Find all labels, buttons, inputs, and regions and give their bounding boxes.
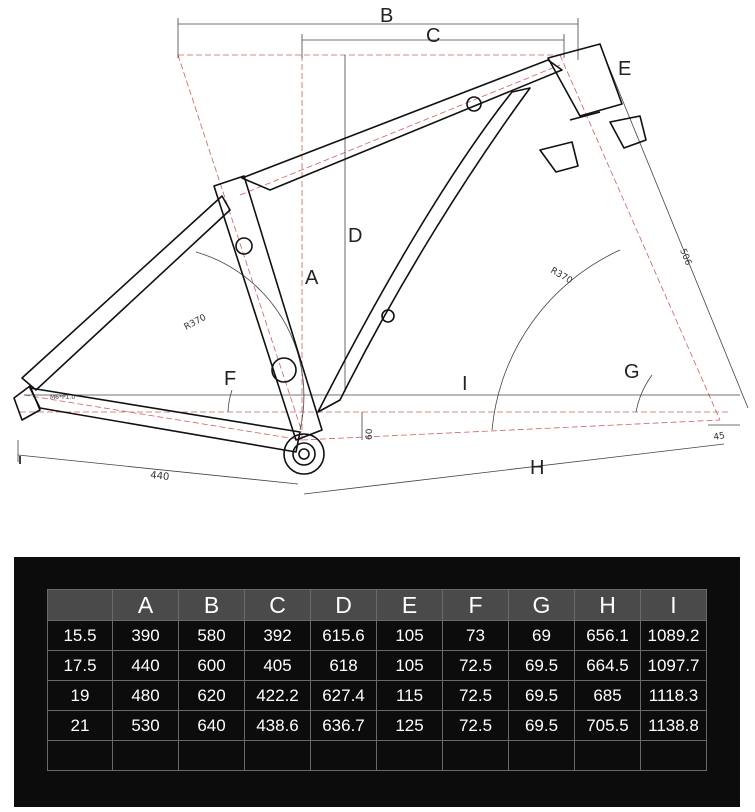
table-row (48, 651, 707, 681)
table-header-row (48, 590, 707, 621)
cell: 705.5 (575, 711, 641, 741)
cell: 620 (179, 681, 245, 711)
chainstay-length-label: 440 (149, 470, 170, 483)
cell (641, 741, 707, 771)
cell: 580 (179, 621, 245, 651)
cell: 72.5 (443, 711, 509, 741)
cell (377, 741, 443, 771)
cell-size: 19 (48, 681, 113, 711)
dim-label-i: I (462, 373, 468, 395)
cell (509, 741, 575, 771)
cell: 69.5 (509, 681, 575, 711)
cell: 640 (179, 711, 245, 741)
head-tube-length-label: 506 (677, 247, 693, 268)
header-d: D (311, 590, 377, 621)
cell: 1118.3 (641, 681, 707, 711)
header-c: C (245, 590, 311, 621)
cell: 72.5 (443, 651, 509, 681)
cell: 1097.7 (641, 651, 707, 681)
dim-label-a: A (305, 267, 319, 289)
cell: 1138.8 (641, 711, 707, 741)
cell (179, 741, 245, 771)
header-e: E (377, 590, 443, 621)
cell: 69 (509, 621, 575, 651)
header-g: G (509, 590, 575, 621)
cell: 636.7 (311, 711, 377, 741)
table-row-empty (48, 741, 707, 771)
cell: 656.1 (575, 621, 641, 651)
table-row (48, 681, 707, 711)
table-row (48, 621, 707, 651)
cell: 438.6 (245, 711, 311, 741)
header-h: H (575, 590, 641, 621)
cell: 422.2 (245, 681, 311, 711)
cell: 405 (245, 651, 311, 681)
cell: 685 (575, 681, 641, 711)
cell (443, 741, 509, 771)
cell (311, 741, 377, 771)
cell: 72.5 (443, 681, 509, 711)
header-f: F (443, 590, 509, 621)
cell: 664.5 (575, 651, 641, 681)
cell: 440 (113, 651, 179, 681)
dim-label-g: G (624, 361, 640, 383)
bb-drop-label: 60 (365, 428, 375, 440)
header-b: B (179, 590, 245, 621)
dim-label-f: F (224, 368, 237, 390)
size-chart-table (47, 589, 707, 771)
cell: 480 (113, 681, 179, 711)
dropout-note-label: M6*P1.0 (50, 394, 76, 401)
header-size (48, 590, 113, 621)
cell: 1089.2 (641, 621, 707, 651)
table-row (48, 711, 707, 741)
cell: 125 (377, 711, 443, 741)
cell: 627.4 (311, 681, 377, 711)
cell: 105 (377, 621, 443, 651)
cell: 73 (443, 621, 509, 651)
dim-label-d: D (348, 225, 363, 247)
cell: 392 (245, 621, 311, 651)
bike-frame-outline (14, 44, 646, 474)
cell-size: 21 (48, 711, 113, 741)
dim-label-c: C (426, 25, 441, 47)
header-a: A (113, 590, 179, 621)
radius-front-label: R370 (182, 312, 209, 333)
cell: 600 (179, 651, 245, 681)
dim-label-e: E (618, 58, 632, 80)
cell: 69.5 (509, 651, 575, 681)
radius-rear-label: R370 (548, 265, 574, 287)
cell: 615.6 (311, 621, 377, 651)
cell: 105 (377, 651, 443, 681)
cell: 69.5 (509, 711, 575, 741)
cell-size: 15.5 (48, 621, 113, 651)
cell: 390 (113, 621, 179, 651)
size-chart-panel (14, 557, 740, 807)
cell (245, 741, 311, 771)
cell: 530 (113, 711, 179, 741)
cell (575, 741, 641, 771)
dim-label-b: B (380, 5, 394, 27)
cell (113, 741, 179, 771)
fork-offset-label: 45 (712, 431, 726, 443)
header-i: I (641, 590, 707, 621)
cell-size (48, 741, 113, 771)
dim-label-h: H (530, 457, 545, 479)
cell: 618 (311, 651, 377, 681)
cell: 115 (377, 681, 443, 711)
cell-size: 17.5 (48, 651, 113, 681)
